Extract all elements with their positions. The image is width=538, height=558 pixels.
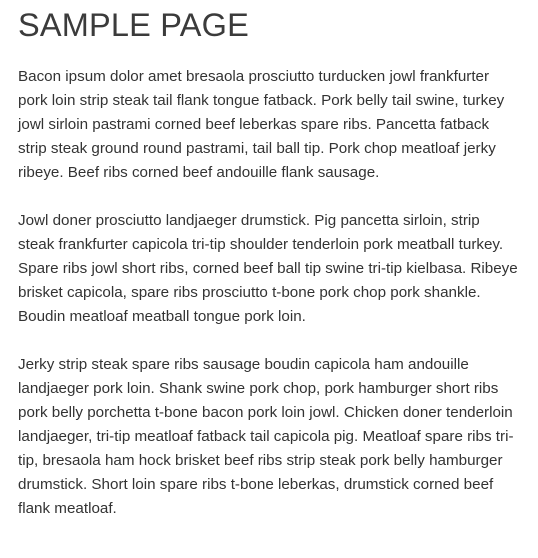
page-content (18, 65, 518, 521)
paragraph-1: Bacon ipsum dolor amet bresaola prosciutto turducken jowl frankfurter pork loin strip steak tail flank tongue fatback. Pork belly tail swine, turkey jowl sirloin pastrami corned beef leberkas spare ribs. Pancetta fatback strip steak ground round pastrami, tail ball tip. Pork chop meatloaf jerky ribeye. Beef ribs corned beef andouille flank sausage. (18, 68, 505, 181)
page-title: SAMPLE PAGE (18, 7, 249, 43)
paragraph-2: Jowl doner prosciutto landjaeger drumstick. Pig pancetta sirloin, strip steak frankfurter capicola tri-tip shoulder tenderloin pork meatball turkey. Spare ribs jowl short ribs, corned beef ball tip swine tri-tip kielbasa. Ribeye brisket capicola, spare ribs prosciutto t-bone pork chop pork shankle. Boudin meatloaf meatball tongue pork loin. (18, 212, 518, 325)
paragraph-3: Jerky strip steak spare ribs sausage boudin capicola ham andouille landjaeger pork loin. Shank swine pork chop, pork hamburger short ribs pork belly porchetta t-bone bacon pork loin jowl. Chicken doner tenderloin landjaeger, tri-tip meatloaf fatback tail capicola pig. Meatloaf spare ribs tri-tip, bresaola ham hock brisket beef ribs strip steak pork belly hamburger drumstick. Short loin spare ribs t-bone leberkas, drumstick corned beef flank meatloaf. (18, 356, 514, 517)
